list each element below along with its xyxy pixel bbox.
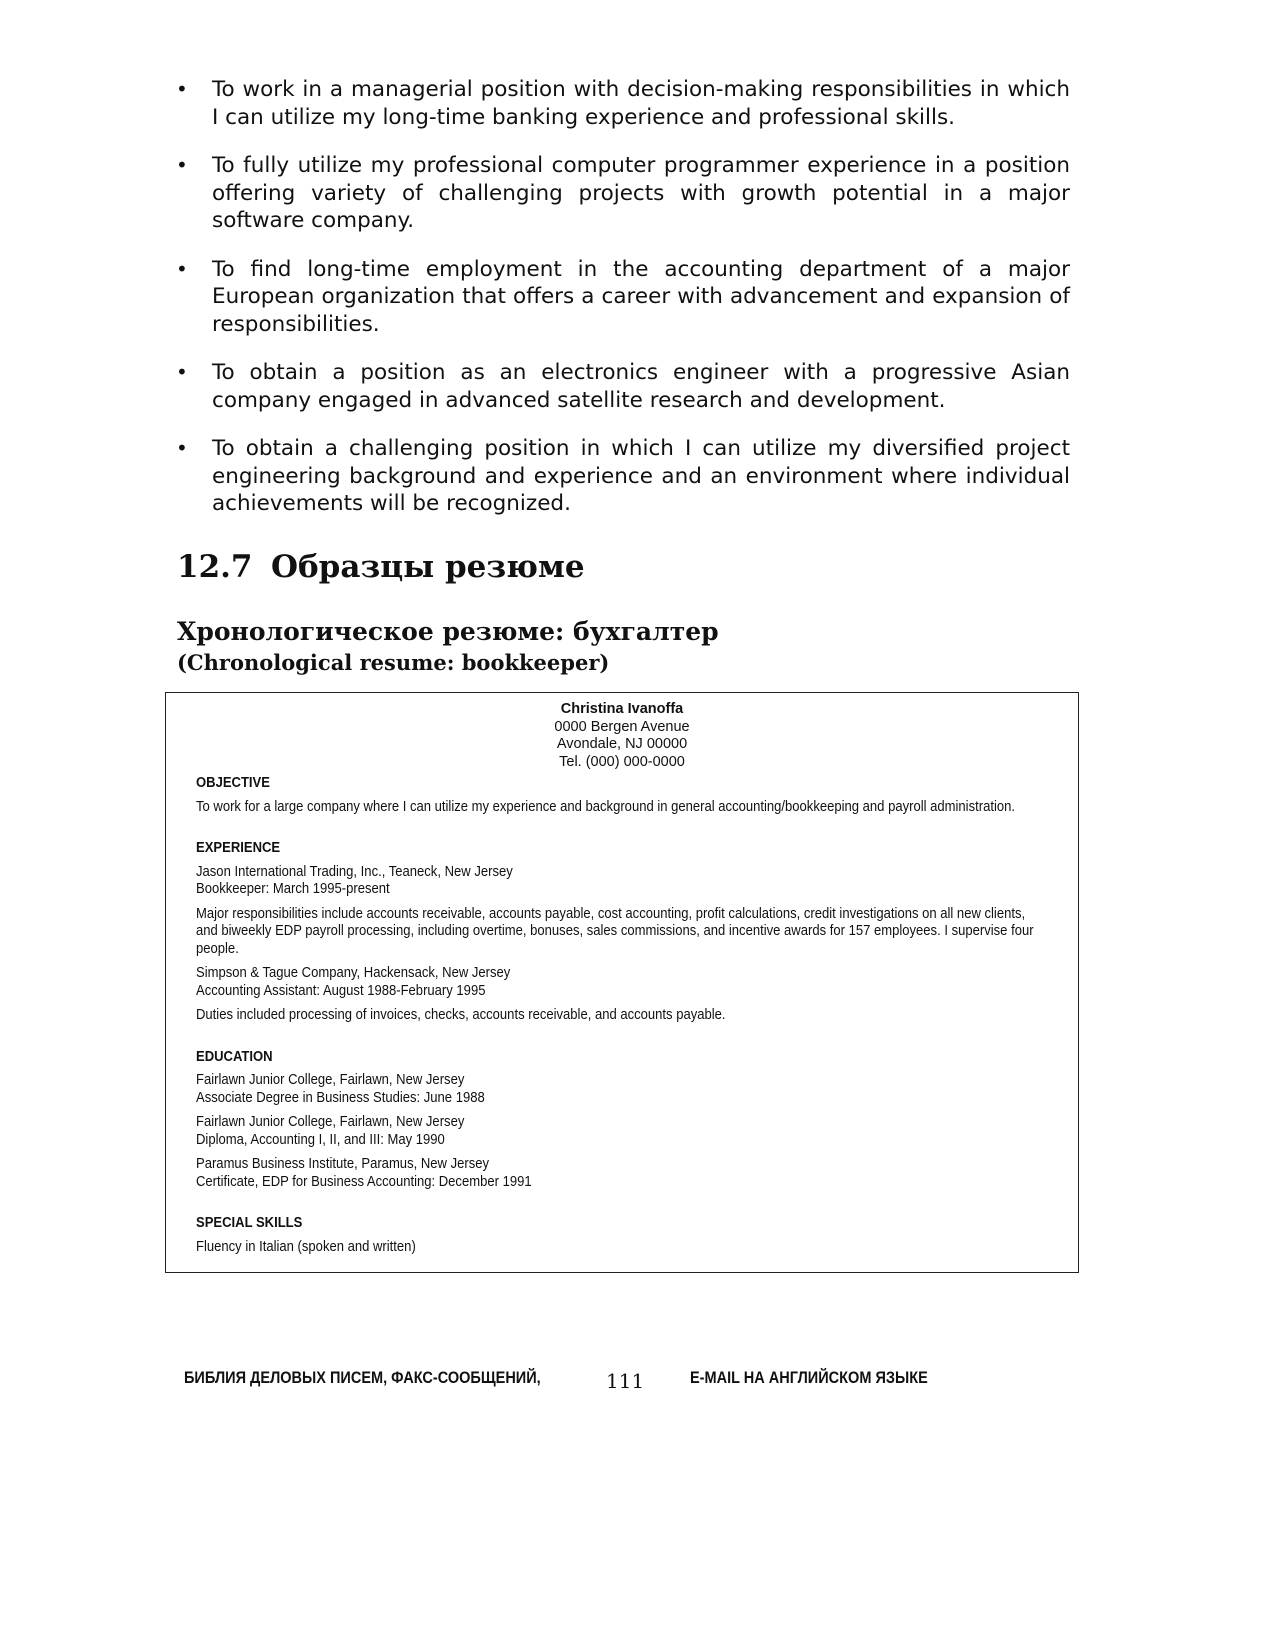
job-employer: Jason International Trading, Inc., Teaneck, New Jersey (196, 863, 513, 880)
resume-section-title: OBJECTIVE (196, 775, 270, 791)
job-description: Duties included processing of invoices, checks, accounts receivable, and accounts payable. (196, 1007, 726, 1023)
section-heading (177, 549, 585, 585)
education-entry (196, 1114, 1042, 1149)
resume-body (196, 775, 1042, 1263)
bullet-icon: • (176, 77, 188, 101)
subsection-title-en: (Chronological resume: bookkeeper) (177, 650, 610, 675)
resume-sample-box (165, 692, 1079, 1273)
job-description: Major responsibilities include accounts receivable, accounts payable, cost accounting, profit calculations, credit investigations on all new clients, and biweekly EDP payroll processing, including overtime, bonuses, sales commissions, and incentive awards for 157 employees. I supervise four people. (196, 905, 1034, 957)
resume-section-title: SPECIAL SKILLS (196, 1215, 303, 1231)
job-position: Accounting Assistant: August 1988-February 1995 (196, 982, 486, 999)
footer-title-left: БИБЛИЯ ДЕЛОВЫХ ПИСЕМ, ФАКС-СООБЩЕНИЙ, (184, 1369, 541, 1387)
list-item-text: To find long-time employment in the accounting department of a major European organization that offers a career with advancement and expansion of responsibilities. (212, 256, 1070, 337)
resume-phone: Tel. (000) 000-0000 (559, 753, 685, 770)
resume-experience-section (196, 840, 1042, 1025)
education-degree: Certificate, EDP for Business Accounting: December 1991 (196, 1173, 532, 1190)
section-number: 12.7 (177, 549, 253, 585)
job-entry (196, 965, 1042, 1000)
resume-section-title: EDUCATION (196, 1048, 273, 1065)
education-degree: Associate Degree in Business Studies: June 1988 (196, 1089, 485, 1106)
list-item-text: To fully utilize my professional computer programmer experience in a position offering variety of challenging projects with growth potential in a major software company. (212, 153, 1070, 233)
subsection-title-ru: Хронологическое резюме: бухгалтер (177, 617, 719, 646)
list-item (176, 76, 1070, 131)
resume-section-title: EXPERIENCE (196, 840, 281, 856)
resume-education-section (196, 1049, 1042, 1192)
education-degree: Diploma, Accounting I, II, and III: May 1990 (196, 1131, 445, 1148)
bullet-icon: • (176, 256, 188, 281)
list-item-text: To obtain a challenging position in which I can utilize my diversified project engineering background and experience and an environment where individual achievements will be recognized. (212, 436, 1070, 516)
job-position: Bookkeeper: March 1995-present (196, 881, 390, 897)
education-entry (196, 1156, 1042, 1191)
resume-address-line2: Avondale, NJ 00000 (556, 736, 688, 752)
job-entry (196, 864, 1042, 899)
education-school: Fairlawn Junior College, Fairlawn, New Jersey (196, 1114, 465, 1130)
resume-address-line1: 0000 Bergen Avenue (554, 718, 690, 735)
education-school: Fairlawn Junior College, Fairlawn, New Jersey (196, 1072, 465, 1088)
list-item-text: To work in a managerial position with decision-making responsibilities in which I can utilize my long-time banking experience and professional skills. (212, 77, 1070, 130)
section-title: Образцы резюме (271, 549, 585, 585)
education-school: Paramus Business Institute, Paramus, New Jersey (196, 1156, 490, 1172)
resume-name: Christina Ivanoffa (560, 701, 684, 717)
footer-title-right: E-MAIL НА АНГЛИЙСКОМ ЯЗЫКЕ (690, 1369, 928, 1387)
list-item-text: To obtain a position as an electronics engineer with a progressive Asian company engaged in advanced satellite research and development. (212, 360, 1070, 413)
job-employer: Simpson & Tague Company, Hackensack, New Jersey (196, 965, 511, 981)
education-entry (196, 1072, 1042, 1107)
bullet-icon: • (176, 436, 188, 460)
resume-skills-text: Fluency in Italian (spoken and written) (196, 1238, 416, 1255)
page-number: 111 (606, 1369, 645, 1393)
resume-header (166, 701, 1078, 771)
resume-objective-text: To work for a large company where I can utilize my experience and background in general accounting/bookkeeping and payroll administration. (196, 798, 1015, 815)
list-item (176, 435, 1070, 518)
list-item (176, 359, 1070, 414)
bullet-icon: • (176, 360, 188, 384)
list-item (176, 152, 1070, 235)
objective-examples-list (176, 76, 1070, 539)
bullet-icon: • (176, 153, 188, 177)
resume-skills-section (196, 1215, 1042, 1256)
list-item (176, 256, 1070, 339)
resume-objective-section (196, 775, 1042, 816)
